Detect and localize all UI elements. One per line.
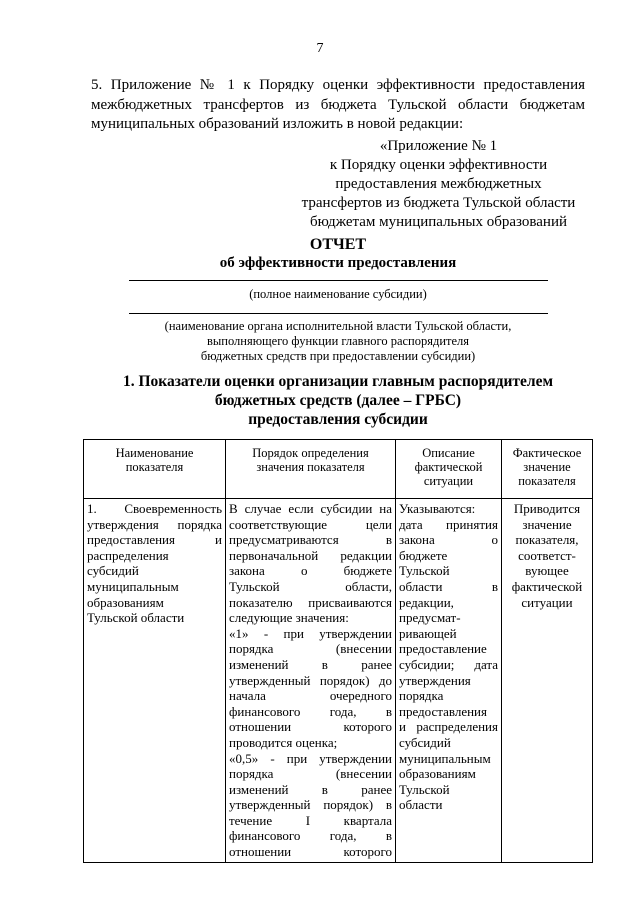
cell-line: порядка (внесении <box>229 766 392 782</box>
section-title <box>91 372 585 429</box>
intro-line: 5. Приложение № 1 к Порядку оценки эффективности предоставления <box>91 77 585 93</box>
cell-line: Тульской области <box>87 610 185 626</box>
cell-line: муниципальным <box>87 578 179 594</box>
cell-line: показателя, <box>515 532 579 548</box>
cell-description <box>396 499 502 863</box>
indicators-table <box>83 439 593 863</box>
cell-line: образованиям <box>87 594 164 610</box>
cell-line: порядка (внесении <box>229 641 392 657</box>
header-description <box>396 440 502 499</box>
page-number: 7 <box>316 41 324 56</box>
intro-line: муниципальных образований изложить в новой редакции: <box>91 116 464 132</box>
cell-line: образованиям <box>399 766 476 782</box>
header-text: фактической <box>414 460 483 474</box>
cell-line: «1» - при утверждении <box>229 625 392 641</box>
cell-line: порядка <box>399 688 444 704</box>
cell-line: Тульской <box>399 781 450 797</box>
cell-actual-value <box>502 499 593 863</box>
cell-line: муниципальным <box>399 750 491 766</box>
cell-line: 1. Своевременность <box>87 501 222 516</box>
header-text: ситуации <box>423 474 474 488</box>
appendix-line: «Приложение № 1 <box>379 138 498 154</box>
appendix-line: трансфертов из бюджета Тульской области <box>301 195 576 211</box>
cell-line: течение I квартала <box>229 812 392 828</box>
cell-line: субсидии; дата <box>399 656 498 672</box>
cell-line: субсидий <box>87 563 139 579</box>
table-header-row <box>84 440 593 499</box>
header-text: Описание <box>422 446 475 460</box>
header-text: Фактическое <box>512 446 582 460</box>
intro-line: межбюджетных трансфертов из бюджета Тульской области бюджетам <box>91 96 585 113</box>
header-indicator-name <box>84 440 226 499</box>
caption-authority <box>91 319 585 364</box>
cell-line: начала очередного <box>229 688 392 704</box>
section-title-line: бюджетных средств (далее – ГРБС) <box>214 392 462 409</box>
header-text: значение <box>523 460 571 474</box>
caption-subsidy <box>91 287 585 302</box>
cell-line: вующее <box>525 563 569 579</box>
caption-authority-line: (наименование органа исполнительной власти Тульской области, <box>164 319 512 333</box>
cell-line: бюджете <box>399 547 448 563</box>
cell-line: Приводится <box>513 501 581 516</box>
cell-procedure <box>226 499 396 863</box>
cell-line: субсидий <box>399 734 451 750</box>
intro-paragraph <box>91 76 585 135</box>
cell-line: распределения <box>87 547 169 563</box>
cell-line: «0,5» - при утверждении <box>229 750 392 766</box>
cell-line: ривающей <box>399 625 457 641</box>
header-text: Наименование <box>115 446 194 460</box>
cell-line: дата принятия <box>399 516 498 532</box>
cell-line: соответст- <box>518 547 576 563</box>
cell-line: области в <box>399 578 498 594</box>
blank-line-authority <box>129 313 548 314</box>
cell-line: первоначальной редакции <box>229 547 392 563</box>
caption-authority-line: бюджетных средств при предоставлении субсидии) <box>200 349 476 363</box>
caption-subsidy-text: (полное наименование субсидии) <box>249 287 427 301</box>
table-row <box>84 499 593 863</box>
section-title-line: предоставления субсидии <box>248 411 428 428</box>
report-title: ОТЧЕТ <box>309 236 367 253</box>
cell-line: утвержденный порядок) до <box>229 672 392 688</box>
cell-line: финансового года, в <box>229 703 392 719</box>
cell-line: предусматриваются в <box>229 532 392 548</box>
cell-line: В случае если субсидии на <box>229 501 392 516</box>
cell-line: предусмат- <box>399 610 461 626</box>
cell-line: фактической <box>511 578 583 594</box>
appendix-header <box>296 137 581 232</box>
appendix-line: к Порядку оценки эффективности <box>329 157 548 173</box>
appendix-line: предоставления межбюджетных <box>335 176 542 192</box>
cell-line: закона о бюджете <box>229 563 392 579</box>
cell-line: проводится оценка; <box>229 734 338 750</box>
cell-line: утвержденный порядок) в <box>229 797 392 813</box>
header-text: показателя <box>518 474 576 488</box>
cell-indicator-name <box>84 499 226 863</box>
cell-line: предоставление <box>399 641 487 657</box>
cell-line: следующие значения: <box>229 610 349 626</box>
cell-line: значение <box>522 516 572 532</box>
caption-authority-line: выполняющего функции главного распорядителя <box>206 334 470 348</box>
cell-line: и распределения <box>399 719 498 735</box>
report-subtitle: об эффективности предоставления <box>219 255 457 271</box>
cell-line: ситуации <box>521 594 573 610</box>
cell-line: Указываются: <box>399 501 476 516</box>
cell-line: предоставления <box>399 703 487 719</box>
header-text: Порядок определения <box>252 446 369 460</box>
cell-line: отношении которого <box>229 844 392 860</box>
cell-line: финансового года, в <box>229 828 392 844</box>
cell-line: области <box>399 797 443 813</box>
cell-line: отношении которого <box>229 719 392 735</box>
section-title-line: 1. Показатели оценки организации главным распорядителем <box>122 373 554 390</box>
cell-line: Тульской <box>399 563 450 579</box>
cell-line: предоставления и <box>87 532 222 548</box>
header-procedure <box>226 440 396 499</box>
cell-line: изменений в ранее <box>229 656 392 672</box>
header-text: показателя <box>125 460 184 474</box>
cell-line: соответствующие цели <box>229 516 392 532</box>
cell-line: изменений в ранее <box>229 781 392 797</box>
cell-line: редакции, <box>399 594 454 610</box>
cell-line: показателю присваиваются <box>229 594 392 610</box>
cell-line: Тульской области, <box>229 578 392 594</box>
appendix-line: бюджетам муниципальных образований <box>309 214 568 230</box>
cell-line: утверждения <box>399 672 471 688</box>
blank-line-subsidy <box>129 280 548 281</box>
cell-line: закона о <box>399 532 498 548</box>
header-text: значения показателя <box>256 460 365 474</box>
cell-line: утверждения порядка <box>87 516 222 532</box>
header-actual-value <box>502 440 593 499</box>
